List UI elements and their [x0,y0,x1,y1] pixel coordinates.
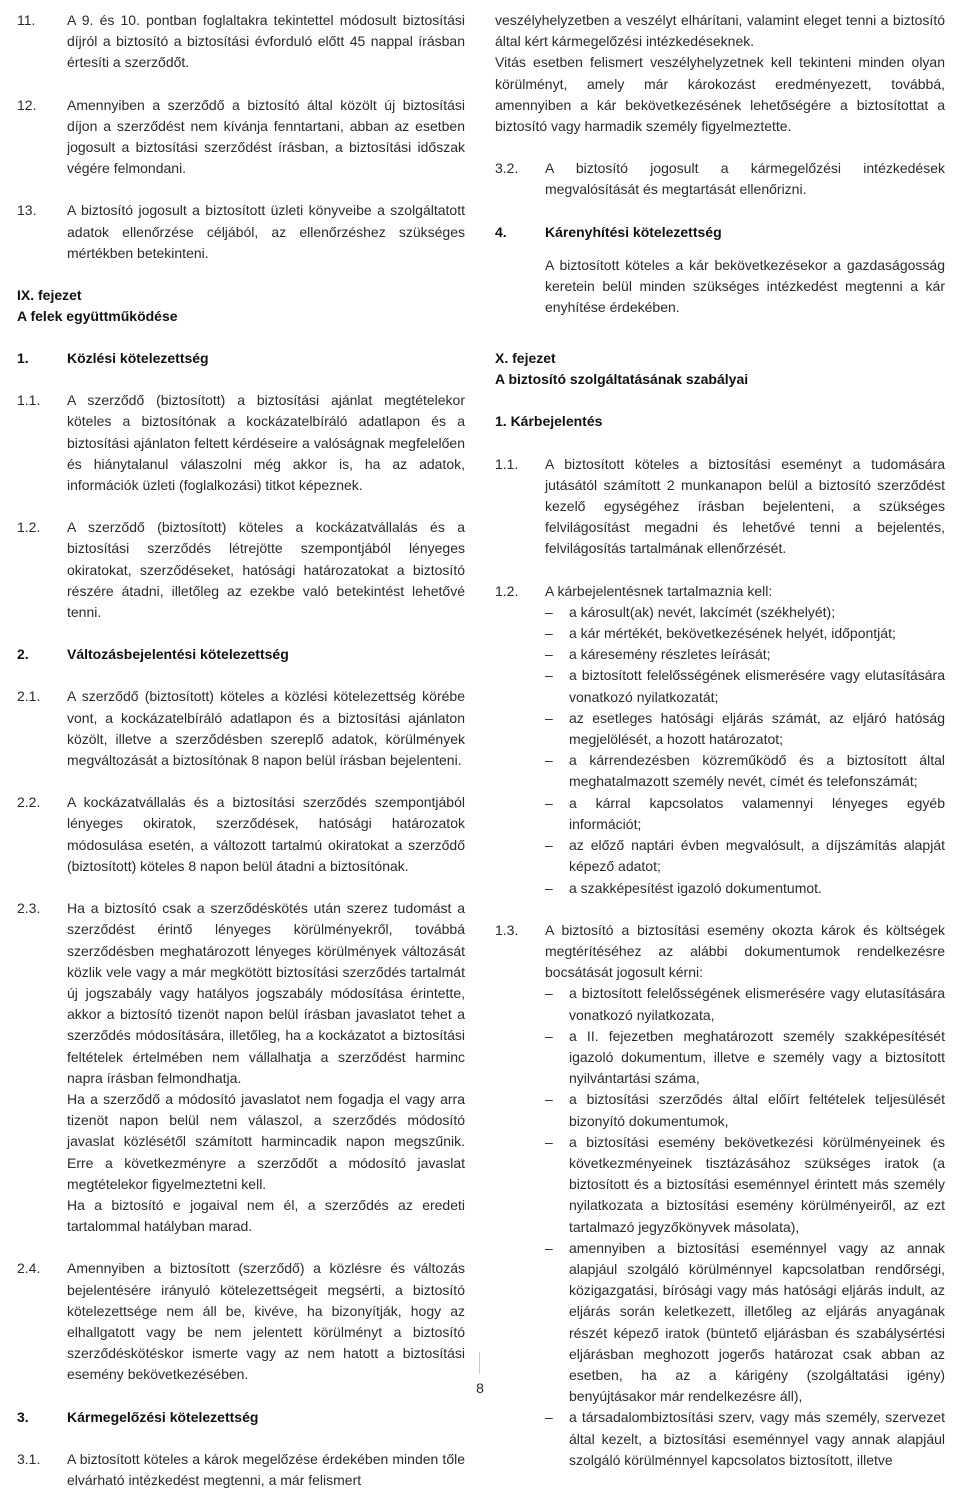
clause-text: Ha a biztosító csak a szerződéskötés után szerez tudomást a szerződést érintő lényeges körülményekről, továbbá szerződésben meghatározott lényeges körülmények változását közlik vele vagy a már megkötött biztosítási szerződés tartalmát új jogszabály vagy hatályos jogszabály módosítása érintette, akkor a biztosító tizenöt napon belül írásban javaslatot tehet a szerződés módosítására, illetőleg, ha a kockázatot a biztosítási feltételek értelmében nem vállalhatja a szerződést harminc napra írásban felmondhatja. [67,900,465,1086]
clause-12 [17,95,465,180]
list-item: – a biztosított felelősségének elismerésére vagy elutasítására vonatkozó nyilatkozata, [545,983,945,1025]
clause-3-1 [17,1449,465,1491]
section-heading-3 [17,1407,465,1428]
section-heading-1 [17,348,465,369]
section-number: 2. [17,646,29,663]
section-4-text: A biztosított köteles a kár bekövetkezésekor a gazdaságosság keretein belül minden szükséges intézkedést megtenni a kár enyhítése érdekében. [545,256,945,316]
clause-number: 3.1. [17,1450,41,1467]
clause-number: 3.2. [495,160,519,177]
section-number: 1. [17,350,29,367]
clause-number: 1.2. [17,519,41,536]
clause-number: 1.1. [495,455,519,472]
clause-text: A biztosított köteles a károk megelőzése érdekében minden tőle elvárható intézkedést megtenni, a már felismert [67,1450,465,1488]
clause-number: 2.1. [17,688,41,705]
clause-11 [17,10,465,74]
clause-2-2 [17,792,465,877]
chapter-number: IX. fejezet [17,287,82,304]
clause-number: 13. [17,202,37,219]
clause-3-2 [495,158,945,200]
list-item: – a biztosítási esemény bekövetkezési körülményeinek és következményeinek tisztázásához szükséges iratok (a biztosított és a biztosítási eseménnyel érintett más személy nyilatkozata a biztosítási esemény körülményeiről, az ezt tartalmazó jegyzőkönyvek másolata), [545,1132,945,1238]
chapter-title: A felek együttműködése [17,308,178,325]
section-heading-4 [495,222,945,243]
clause-text: A kockázatvállalás és a biztosítási szerződés szempontjából lényeges okiratok, szerződések, hatósági határozatok módosulása esetén, a változott tartalmú okiratokat a szerződő (biztosított) köteles 8 napon belül átadni a biztosítónak. [67,794,465,874]
clause-k-1-2 [495,581,945,899]
chapter-title: A biztosító szolgáltatásának szabályai [495,371,749,388]
clause-2-3 [17,898,465,1237]
list-item: – a biztosított felelősségének elismerésére vagy elutasítására vonatkozó nyilatkozatát; [545,665,945,707]
list-item: – a kár mértékét, bekövetkezésének helyét, időpontját; [545,623,945,644]
clause-number: 12. [17,96,37,113]
clause-2-1 [17,686,465,771]
clause-2-4 [17,1258,465,1385]
section-heading-karbejelentes: 1. Kárbejelentés [495,413,603,430]
clause-number: 1.2. [495,582,519,599]
clause-text: A szerződő (biztosított) a biztosítási ajánlat megtételekor köteles a biztosítónak a kockázatelbíráló adatlapon és a biztosítási ajánlaton feltett kérdéseire a valóságnak megfelelően és hiánytalanul válaszolni még akkor is, ha az adatok, információk üzleti (foglalkozási) titkot képeznek. [67,392,465,494]
clause-paragraph: Ha a szerződő a módosító javaslatot nem fogadja el vagy arra tizenöt napon belül nem válaszol, a szerződés módosító javaslat közlésétől számított harmincadik napon megszűnik. Erre a következményre a szerződőt a módosító javaslat megtételekor figyelmeztetni kell. [67,1090,465,1192]
list-item: – a II. fejezetben meghatározott személy szakképesítését igazoló dokumentum, illetve e személy vagy a biztosított nyilvántartási száma, [545,1026,945,1090]
clause-text: A szerződő (biztosított) köteles a kockázatvállalás és a biztosítási szerződés létrejötte szempontjából lényeges okiratokat, szerződéseket, hatósági határozatokat a biztosító részére átadni, illetőleg az ezekbe való betekintést lehetővé tenni. [67,519,465,621]
clause-number: 11. [17,12,36,28]
clause-number: 2.3. [17,900,41,917]
list-item: – amennyiben a biztosítási eseménnyel vagy az annak alapjául szolgáló körülménnyel kapcsolatban rendőrségi, közigazgatási, bírósági vagy más hatósági eljárás indult, az eljárás során keletkezett, illetőleg az eljárás anyagának részét képező iratok (büntető eljárásban és szabálysértési eljárásban meghozott jogerős határozat csak abban az esetben, ha az a kárigény (szolgáltatási igény) benyújtásakor már rendelkezésre áll), [545,1238,945,1408]
clause-number: 2.4. [17,1260,41,1277]
clause-body [67,898,465,1237]
list-item: – a társadalombiztosítási szerv, vagy más személy, szervezet által kezelt, a biztosítási eseménnyel vagy annak alapjául szolgáló körülménnyel kapcsolatos biztosított, illetve [545,1407,945,1471]
clause-text: A kárbejelentésnek tartalmaznia kell: [545,582,773,599]
clause-body [545,581,945,899]
left-column [17,10,465,1491]
clause-number: 1.3. [495,921,519,938]
section-title: Közlési kötelezettség [67,350,209,367]
section-number: 3. [17,1408,29,1425]
list-item: – a káresemény részletes leírását; [545,644,945,665]
list-item: – a kárrendezésben közreműködő és a biztosított által meghatalmazott személy nevét, címét és telefonszámát; [545,750,945,792]
section-title: Változásbejelentési kötelezettség [67,646,289,663]
section-title: Kármegelőzési kötelezettség [67,1408,259,1425]
page-divider [479,1352,480,1374]
clause-k-1-1 [495,454,945,560]
clause-text: A biztosított köteles a biztosítási eseményt a tudomására jutásától számított 2 munkanapon belül a biztosító szerződést kezelő egységéhez írásban bejelenteni, a szükséges felvilágosítást megadni és lehetővé tenni a bejelentés, felvilágosítás tartalmának ellenőrzését. [545,455,945,557]
clause-1-2 [17,517,465,623]
clause-number: 2.2. [17,794,41,811]
clause-text: Amennyiben a szerződő a biztosító által közölt új biztosítási díjon a szerződést nem kívánja fenntartani, abban az esetben jogosult a biztosítási szerződést írásban, a biztosítási időszak végére felmondani. [67,96,465,177]
clause-text: A biztosító jogosult a biztosított üzleti könyveibe a szolgáltatott adatok ellenőrzése céljából, az ellenőrzéshez szükséges mértékben betekinteni. [67,202,465,261]
section-heading-2 [17,644,465,665]
dash-list [545,602,945,899]
section-title: Kárenyhítési kötelezettség [545,223,722,240]
page-number: 8 [476,1380,484,1396]
list-item: – a szakképesítést igazoló dokumentumot. [545,878,945,899]
continued-paragraph: Vitás esetben felismert veszélyhelyzetnek kell tekinteni minden olyan körülményt, amely már károkozást eredményezett, továbbá, amennyiben a kár bekövetkezésének lehetőségére a biztosítottat a biztosító vagy harmadik személy figyelmeztette. [495,54,945,135]
list-item: – az esetleges hatósági eljárás számát, az eljáró hatóság megjelölését, a hozott határozatot; [545,708,945,750]
chapter-x-heading [495,348,945,390]
right-column [495,10,945,1471]
continued-text: veszélyhelyzetben a veszélyt elhárítani, valamint eleget tenni a biztosító által kért kármegelőzési intézkedéseknek. [495,12,945,50]
clause-13 [17,200,465,264]
list-item: – a károsult(ak) nevét, lakcímét (székhelyét); [545,602,945,623]
chapter-number: X. fejezet [495,350,556,367]
clause-paragraph: Ha a biztosító e jogaival nem él, a szerződés az eredeti tartalommal hatályban marad. [67,1196,465,1235]
list-item: – a biztosítási szerződés által előírt feltételek teljesülését bizonyító dokumentumok, [545,1089,945,1131]
section-number: 4. [495,223,507,240]
list-item: – a kárral kapcsolatos valamennyi lényeges egyéb információt; [545,793,945,835]
clause-text: A biztosító jogosult a kármegelőzési intézkedések megvalósítását és megtartását ellenőrizni. [545,160,945,198]
clause-text: A 9. és 10. pontban foglaltakra tekintettel módosult biztosítási díjról a biztosító a biztosítási évforduló előtt 45 nappal írásban értesíti a szerződőt. [67,12,465,71]
clause-number: 1.1. [17,392,41,409]
clause-1-1 [17,390,465,496]
clause-text: Amennyiben a biztosított (szerződő) a közlésre és változás bejelentésére irányuló kötelezettségeit megsérti, a biztosító kötelezettsége nem áll be, kivéve, ha bizonyítják, hogy az elhallgatott vagy be nem jelentett körülményt a biztosító szerződéskötéskor ismerte vagy az nem hatott a biztosítási esemény bekövetkezésében. [67,1260,465,1383]
list-item: – az előző naptári évben megvalósult, a díjszámítás alapját képező adatot; [545,835,945,877]
chapter-ix-heading [17,285,465,327]
clause-text: A biztosító a biztosítási esemény okozta károk és költségek megtérítéséhez az alábbi dokumentumok rendelkezésre bocsátását jogosult kérni: [545,921,945,981]
clause-text: A szerződő (biztosított) köteles a közlési kötelezettség körébe vont, a kockázatelbíráló adatlapon és a biztosítási ajánlaton közölt, illetve a szerződésben szereplő adatok, körülmények megváltozását a biztosítónak 8 napon belül írásban bejelenteni. [67,688,465,769]
